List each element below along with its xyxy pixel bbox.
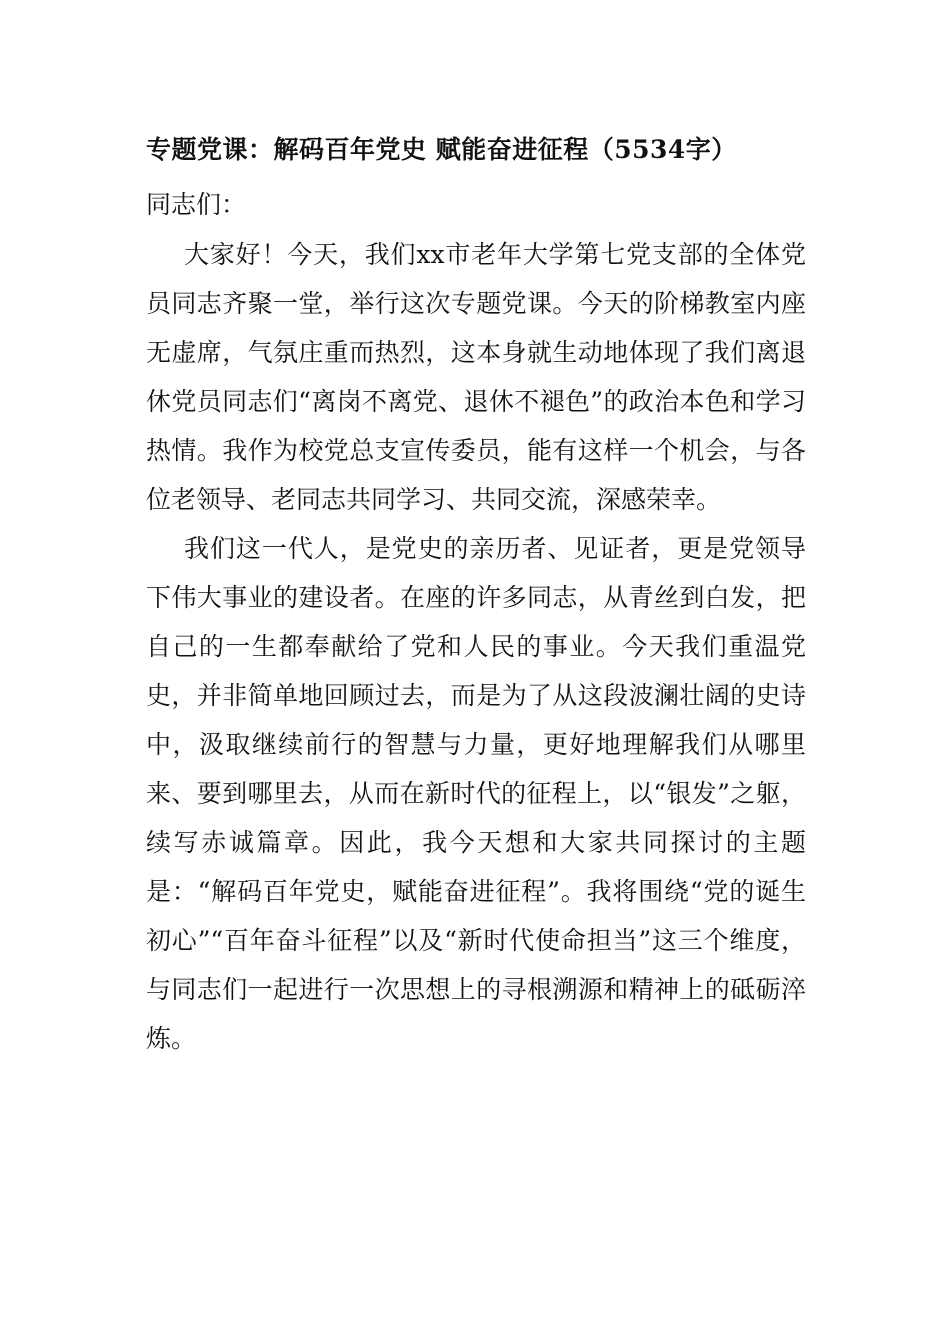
paragraph-1: 大家好！今天，我们xx市老年大学第七党支部的全体党员同志齐聚一堂，举行这次专题党课。今天的阶梯教室内座无虚席，气氛庄重而热烈，这本身就生动地体现了我们离退休党员同志们“离岗不离党、退休不褪色”的政治本色和学习热情。我作为校党总支宣传委员，能有这样一个机会，与各位老领导、老同志共同学习、共同交流，深感荣幸。 xyxy=(146,240,806,514)
document-body xyxy=(146,180,806,1063)
paragraph-2: 我们这一代人，是党史的亲历者、见证者，更是党领导下伟大事业的建设者。在座的许多同志，从青丝到白发，把自己的一生都奉献给了党和人民的事业。今天我们重温党史，并非简单地回顾过去，而是为了从这段波澜壮阔的史诗中，汲取继续前行的智慧与力量，更好地理解我们从哪里来、要到哪里去，从而在新时代的征程上，以“银发”之躯，续写赤诚篇章。因此，我今天想和大家共同探讨的主题是：“解码百年党史，赋能奋进征程”。我将围绕“党的诞生初心”“百年奋斗征程”以及“新时代使命担当”这三个维度，与同志们一起进行一次思想上的寻根溯源和精神上的砥砺淬炼。 xyxy=(146,534,806,1053)
greeting-line: 同志们： xyxy=(146,190,247,219)
document-title: 专题党课：解码百年党史 赋能奋进征程（5534字） xyxy=(146,135,737,164)
